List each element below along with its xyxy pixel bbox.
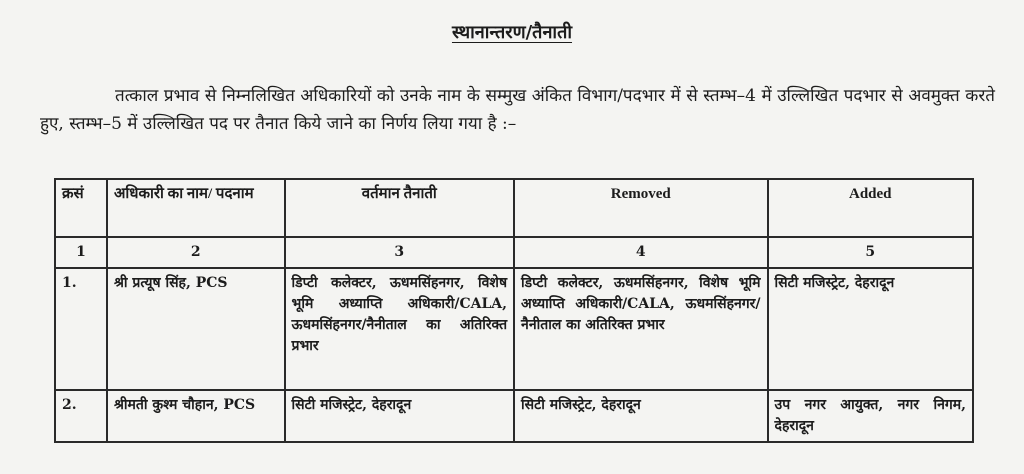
column-number-row (55, 237, 973, 268)
transfer-table (54, 178, 974, 443)
table-header-row (55, 179, 973, 237)
cell-officer-name: श्री प्रत्यूष सिंह, PCS (107, 268, 285, 390)
cell-added: सिटी मजिस्ट्रेट, देहरादून (768, 268, 973, 390)
cell-current-posting: डिप्टी कलेक्टर, ऊधमसिंहनगर, विशेष भूमि अध्याप्ति अधिकारी/CALA, ऊधमसिंहनगर/नैनीताल का अतिरिक्त प्रभार (285, 268, 515, 390)
header-officer-name: अधिकारी का नाम/ पदनाम (107, 179, 285, 237)
column-number: 1 (55, 237, 107, 268)
table-row (55, 390, 973, 442)
column-number: 5 (768, 237, 973, 268)
document-heading (0, 20, 1024, 44)
intro-paragraph: तत्काल प्रभाव से निम्नलिखित अधिकारियों को उनके नाम के सम्मुख अंकित विभाग/पदभार में से स्तम्भ–4 में उल्लिखित पदभार से अवमुक्त करते हुए, स्तम्भ–5 में उल्लिखित पद पर तैनात किये जाने का निर्णय लिया गया है :– (40, 86, 995, 134)
cell-current-posting: सिटी मजिस्ट्रेट, देहरादून (285, 390, 515, 442)
column-number: 4 (514, 237, 767, 268)
header-current-posting: वर्तमान तैनाती (285, 179, 515, 237)
cell-serial: 1. (55, 268, 107, 390)
cell-added: उप नगर आयुक्त, नगर निगम, देहरादून (768, 390, 973, 442)
header-removed: Removed (514, 179, 767, 237)
heading-text: स्थानान्तरण/तैनाती (451, 22, 573, 43)
header-added: Added (768, 179, 973, 237)
cell-removed: डिप्टी कलेक्टर, ऊधमसिंहनगर, विशेष भूमि अध्याप्ति अधिकारी/CALA, ऊधमसिंहनगर/नैनीताल का अतिरिक्त प्रभार (514, 268, 767, 390)
cell-officer-name: श्रीमती कुश्म चौहान, PCS (107, 390, 285, 442)
column-number: 2 (107, 237, 285, 268)
header-serial: क्रसं (55, 179, 107, 237)
cell-serial: 2. (55, 390, 107, 442)
column-number: 3 (285, 237, 515, 268)
table-row (55, 268, 973, 390)
cell-removed: सिटी मजिस्ट्रेट, देहरादून (514, 390, 767, 442)
